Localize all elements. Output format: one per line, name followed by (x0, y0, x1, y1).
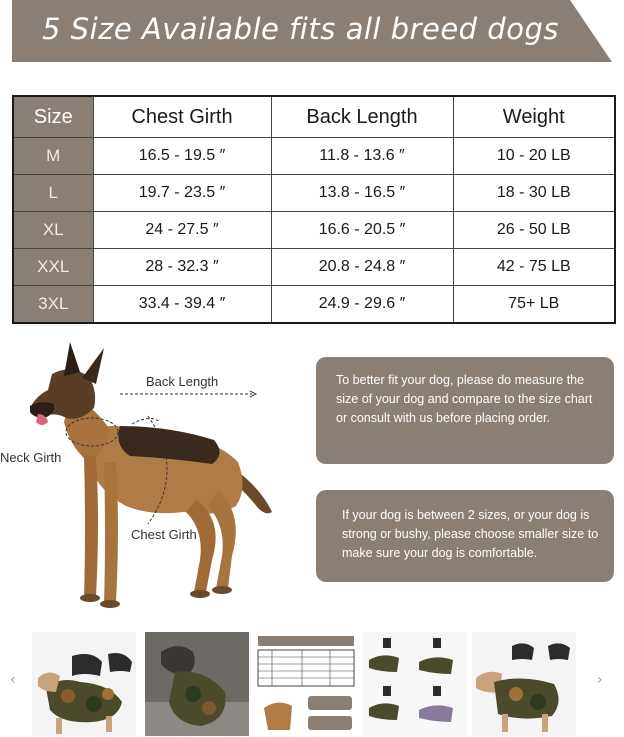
size-chart-thumbnail-image (254, 632, 358, 736)
thumbnail-3[interactable] (254, 632, 358, 736)
thumbnail-carousel (0, 622, 624, 737)
chest-girth-cell: 28 - 32.3 ″ (93, 249, 271, 286)
weight-cell: 10 - 20 LB (453, 138, 615, 175)
weight-cell: 42 - 75 LB (453, 249, 615, 286)
header-size: Size (13, 96, 93, 138)
thumbnail-5[interactable] (472, 632, 576, 736)
french-bulldog-camo-image (472, 632, 576, 736)
table-row (13, 286, 615, 324)
camo-dog-vest-image (32, 632, 136, 736)
back-length-cell: 16.6 - 20.5 ″ (271, 212, 453, 249)
size-cell: 3XL (13, 286, 93, 324)
back-length-cell: 20.8 - 24.8 ″ (271, 249, 453, 286)
weight-cell: 75+ LB (453, 286, 615, 324)
chest-girth-cell: 33.4 - 39.4 ″ (93, 286, 271, 324)
header-chest-girth: Chest Girth (93, 96, 271, 138)
weight-cell: 26 - 50 LB (453, 212, 615, 249)
chest-girth-label: Chest Girth (131, 527, 197, 542)
table-row (13, 175, 615, 212)
chest-girth-cell: 24 - 27.5 ″ (93, 212, 271, 249)
header-back-length: Back Length (271, 96, 453, 138)
thumbnail-2[interactable] (145, 632, 249, 736)
thumbnail-1[interactable] (32, 632, 136, 736)
neck-girth-label: Neck Girth (0, 450, 62, 465)
size-cell: L (13, 175, 93, 212)
between-sizes-advice-box: If your dog is between 2 sizes, or your dog is strong or bushy, please choose smaller size to make sure your dog is comfortable. (316, 490, 614, 582)
table-header-row (13, 96, 615, 138)
back-length-cell: 24.9 - 29.6 ″ (271, 286, 453, 324)
back-length-cell: 11.8 - 13.6 ″ (271, 138, 453, 175)
chest-girth-cell: 16.5 - 19.5 ″ (93, 138, 271, 175)
size-cell: M (13, 138, 93, 175)
measure-advice-box: To better fit your dog, please do measure the size of your dog and compare to the size chart or consult with us before placing order. (316, 357, 614, 464)
dog-measurement-illustration (0, 330, 300, 615)
carousel-prev-icon[interactable]: ‹ (10, 672, 16, 688)
banner-title: 5 Size Available fits all breed dogs (42, 12, 559, 46)
dog-lying-photo-image (145, 632, 249, 736)
thumbnail-4[interactable] (363, 632, 467, 736)
back-length-cell: 13.8 - 16.5 ″ (271, 175, 453, 212)
size-cell: XXL (13, 249, 93, 286)
carousel-next-icon[interactable]: › (597, 672, 603, 688)
size-cell: XL (13, 212, 93, 249)
header-weight: Weight (453, 96, 615, 138)
chest-girth-cell: 19.7 - 23.5 ″ (93, 175, 271, 212)
back-length-label: Back Length (146, 374, 219, 389)
table-row (13, 212, 615, 249)
size-chart-table (12, 95, 616, 324)
table-row (13, 249, 615, 286)
table-row (13, 138, 615, 175)
dog-outfits-grid-image (363, 632, 467, 736)
weight-cell: 18 - 30 LB (453, 175, 615, 212)
